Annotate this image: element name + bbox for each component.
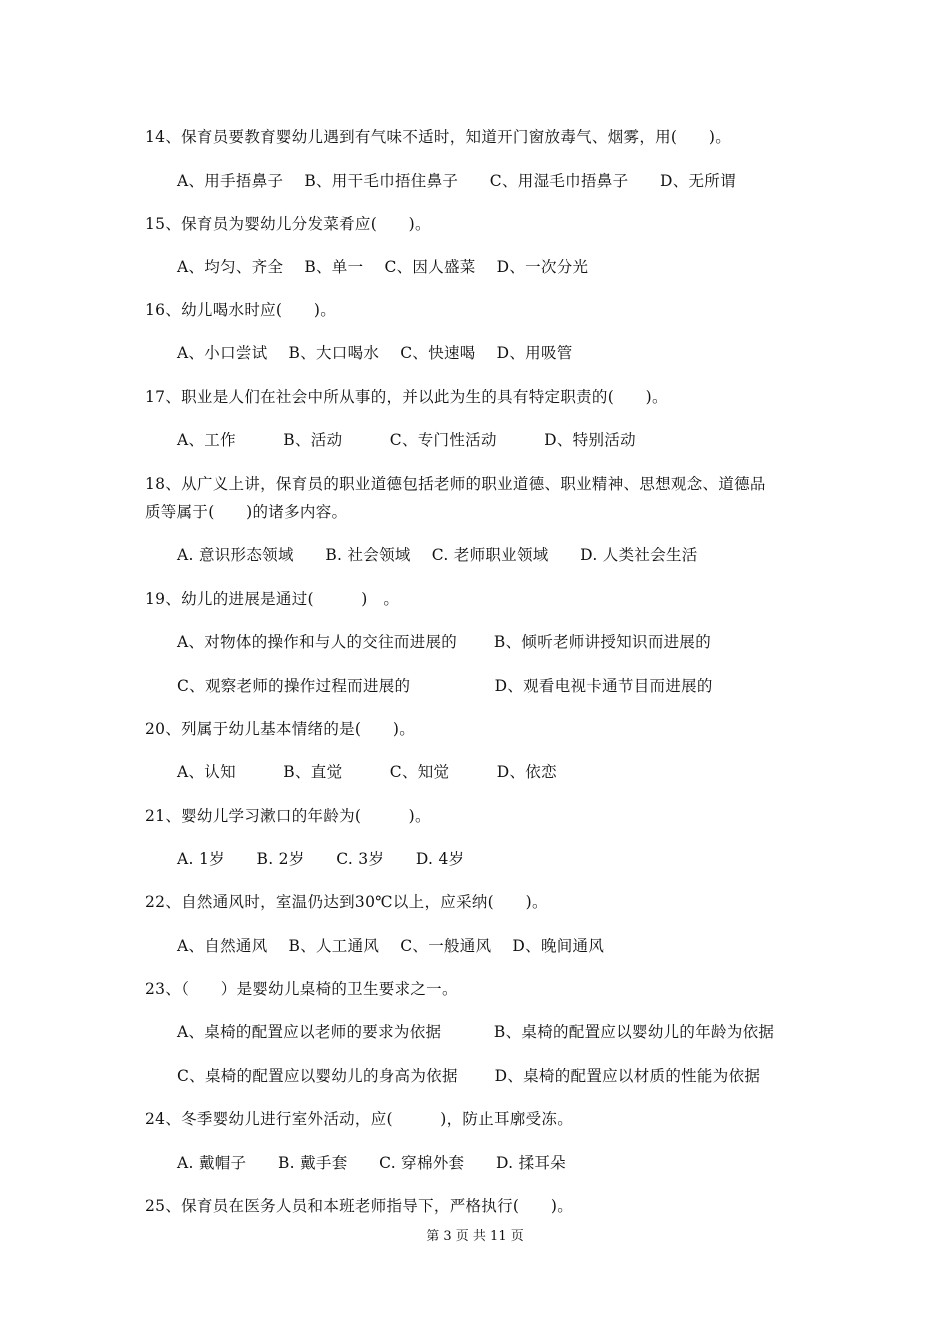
question-24: 24、冬季婴幼儿进行室外活动，应( )，防止耳廓受冻。 [145,1110,574,1128]
question-15: 15、保育员为婴幼儿分发菜肴应( )。 [145,215,431,233]
options-23-row2: C、桌椅的配置应以婴幼儿的身高为依据 D、桌椅的配置应以材质的性能为依据 [177,1067,761,1085]
options-23-row1: A、桌椅的配置应以老师的要求为依据 B、桌椅的配置应以婴幼儿的年龄为依据 [177,1023,775,1041]
options-20: A、认知 B、直觉 C、知觉 D、依恋 [177,763,557,781]
question-23: 23、（ ）是婴幼儿桌椅的卫生要求之一。 [145,980,458,998]
options-18: A. 意识形态领域 B. 社会领域 C. 老师职业领域 D. 人类社会生活 [177,546,698,564]
question-21: 21、婴幼儿学习漱口的年龄为( )。 [145,807,431,825]
options-15: A、均匀、齐全 B、单一 C、因人盛菜 D、一次分光 [177,258,589,276]
options-22: A、自然通风 B、人工通风 C、一般通风 D、晚间通风 [177,937,605,955]
question-14: 14、保育员要教育婴幼儿遇到有气味不适时，知道开门窗放毒气、烟雾，用( )。 [145,128,732,146]
question-25: 25、保育员在医务人员和本班老师指导下，严格执行( )。 [145,1197,574,1215]
question-20: 20、列属于幼儿基本情绪的是( )。 [145,720,416,738]
options-14: A、用手捂鼻子 B、用干毛巾捂住鼻子 C、用湿毛巾捂鼻子 D、无所谓 [177,172,736,190]
options-21: A. 1岁 B. 2岁 C. 3岁 D. 4岁 [177,850,465,868]
question-22: 22、自然通风时，室温仍达到30℃以上，应采纳( )。 [145,893,548,911]
question-18-continued: 质等属于( )的诸多内容。 [145,503,348,521]
question-17: 17、职业是人们在社会中所从事的，并以此为生的具有特定职责的( )。 [145,388,668,406]
options-24: A. 戴帽子 B. 戴手套 C. 穿棉外套 D. 揉耳朵 [177,1154,566,1172]
options-19-row2: C、观察老师的操作过程而进展的 D、观看电视卡通节目而进展的 [177,677,713,695]
question-16: 16、幼儿喝水时应( )。 [145,301,337,319]
options-19-row1: A、对物体的操作和与人的交往而进展的 B、倾听老师讲授知识而进展的 [177,633,712,651]
question-18: 18、从广义上讲，保育员的职业道德包括老师的职业道德、职业精神、思想观念、道德品 [145,475,766,493]
options-16: A、小口尝试 B、大口喝水 C、快速喝 D、用吸管 [177,344,573,362]
question-19: 19、幼儿的进展是通过( ) 。 [145,590,400,608]
page-footer: 第 3 页 共 11 页 [426,1229,524,1244]
options-17: A、工作 B、活动 C、专门性活动 D、特别活动 [177,431,636,449]
